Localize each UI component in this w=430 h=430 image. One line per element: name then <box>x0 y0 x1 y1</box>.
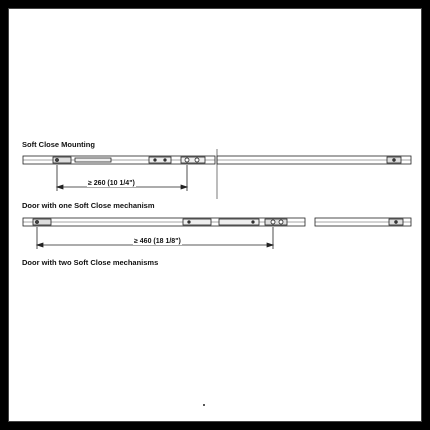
section-title: Soft Close Mounting <box>22 140 95 149</box>
stray-mark <box>203 404 204 405</box>
mounting-drawing <box>9 9 422 422</box>
soft-close-unit-left <box>33 219 51 225</box>
dimension-label-two-mechanisms: ≥ 460 (18 1/8") <box>134 238 181 245</box>
dimension-one-mechanism <box>57 165 187 191</box>
caption-one-mechanism: Door with one Soft Close mechanism <box>22 201 155 210</box>
dimension-label-one-mechanism: ≥ 260 (10 1/4") <box>88 180 135 187</box>
rail-two-mechanisms <box>23 218 411 226</box>
soft-close-unit-right <box>265 219 287 225</box>
end-stop-right <box>387 157 401 163</box>
guide-block-center <box>149 157 171 163</box>
soft-close-unit-left <box>53 157 111 163</box>
end-stop-right <box>389 219 403 225</box>
caption-two-mechanisms: Door with two Soft Close mechanisms <box>22 258 159 267</box>
rail-one-mechanism <box>23 149 411 199</box>
roller-carriage <box>181 157 205 163</box>
guide-track-mid <box>183 219 259 225</box>
diagram-canvas <box>8 8 422 422</box>
